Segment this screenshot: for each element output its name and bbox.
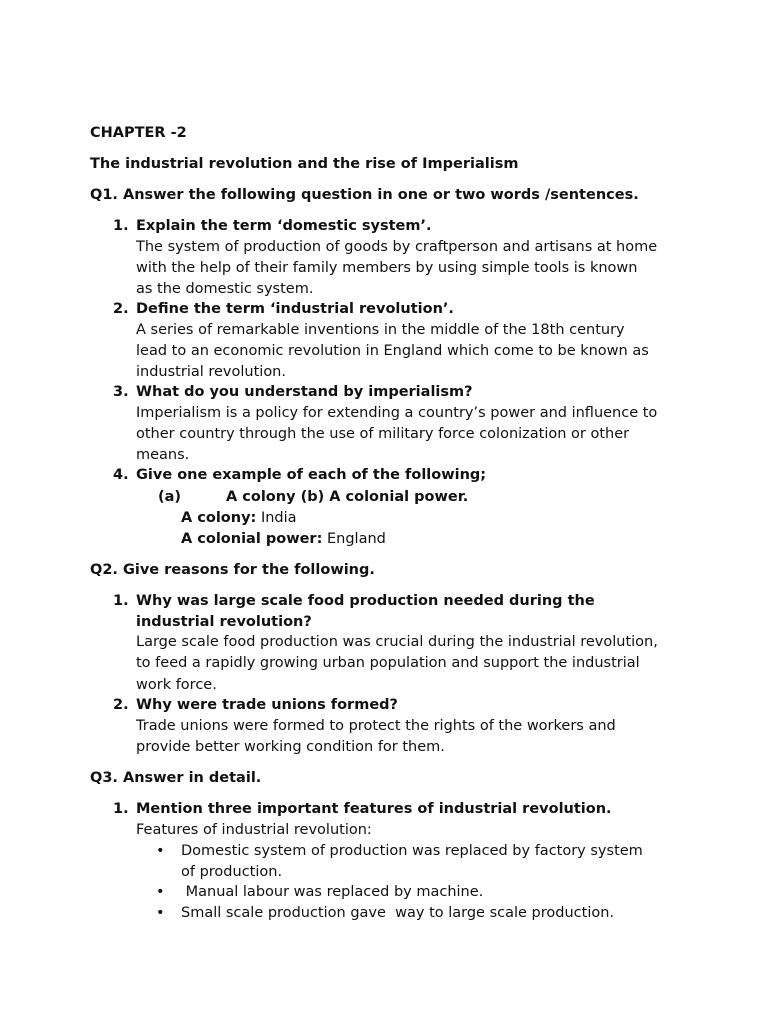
q1-item-4-question: Give one example of each of the following; [136, 467, 487, 483]
q1-item-2-question: Define the term ‘industrial revolution’. [136, 301, 454, 317]
q2-item-1-answer-line: work force. [136, 677, 217, 693]
feature-bullet-line: Manual labour was replaced by machine. [181, 884, 484, 900]
q3-item-1-number: 1. [113, 801, 129, 817]
answer-value: England [326, 531, 386, 547]
q1-item-1-question: Explain the term ‘domestic system’. [136, 218, 432, 234]
q1-item-1-answer-line: with the help of their family members by using simple tools is known [136, 260, 638, 276]
q3-item-1-intro: Features of industrial revolution: [136, 822, 372, 838]
q1-item-4-sub-label: (a) [158, 489, 182, 505]
answer-label: A colonial power: [181, 531, 323, 547]
q2-heading: Q2. Give reasons for the following. [90, 562, 375, 578]
chapter-heading: CHAPTER -2 [90, 125, 187, 141]
q2-item-1-number: 1. [113, 593, 129, 609]
q1-item-1-answer-line: The system of production of goods by craftperson and artisans at home [136, 239, 658, 255]
q1-item-4-answer-colony [181, 508, 297, 529]
q1-item-3-answer-line: means. [136, 447, 190, 463]
bullet-dot: • [156, 884, 165, 900]
q1-item-4-sub-text: A colony (b) A colonial power. [226, 489, 469, 505]
q1-item-3-number: 3. [113, 384, 129, 400]
q1-item-2-answer-line: lead to an economic revolution in England which come to be known as [136, 343, 649, 359]
q1-item-3-question: What do you understand by imperialism? [136, 384, 473, 400]
q1-item-2-answer-line: A series of remarkable inventions in the middle of the 18th century [136, 322, 625, 338]
feature-bullet-line: Small scale production gave way to large scale production. [181, 905, 615, 921]
q1-item-4-number: 4. [113, 467, 129, 483]
q1-item-1-number: 1. [113, 218, 129, 234]
q2-item-1-answer-line: Large scale food production was crucial during the industrial revolution, [136, 634, 658, 650]
q2-item-1-answer-line: to feed a rapidly growing urban population and support the industrial [136, 655, 640, 671]
bullet-dot: • [156, 843, 165, 859]
q3-heading: Q3. Answer in detail. [90, 770, 262, 786]
q2-item-1-question-line: industrial revolution? [136, 614, 312, 630]
bullet-dot: • [156, 905, 165, 921]
answer-value: India [260, 510, 297, 526]
q1-heading: Q1. Answer the following question in one or two words /sentences. [90, 187, 639, 203]
answer-label: A colony: [181, 510, 257, 526]
q2-item-2-question: Why were trade unions formed? [136, 697, 398, 713]
q3-item-1-question: Mention three important features of industrial revolution. [136, 801, 612, 817]
chapter-title: The industrial revolution and the rise of Imperialism [90, 156, 519, 172]
q2-item-2-answer-line: Trade unions were formed to protect the rights of the workers and [136, 718, 616, 734]
q2-item-2-number: 2. [113, 697, 129, 713]
q1-item-2-number: 2. [113, 301, 129, 317]
q1-item-3-answer-line: Imperialism is a policy for extending a country’s power and influence to [136, 405, 658, 421]
q1-item-2-answer-line: industrial revolution. [136, 364, 286, 380]
q1-item-4-answer-colonial-power [181, 529, 386, 550]
q2-item-2-answer-line: provide better working condition for them. [136, 739, 445, 755]
feature-bullet-line: Domestic system of production was replaced by factory system [181, 843, 643, 859]
q1-item-3-answer-line: other country through the use of military force colonization or other [136, 426, 630, 442]
q1-item-1-answer-line: as the domestic system. [136, 281, 314, 297]
q2-item-1-question-line: Why was large scale food production needed during the [136, 593, 595, 609]
feature-bullet-line: of production. [181, 864, 283, 880]
